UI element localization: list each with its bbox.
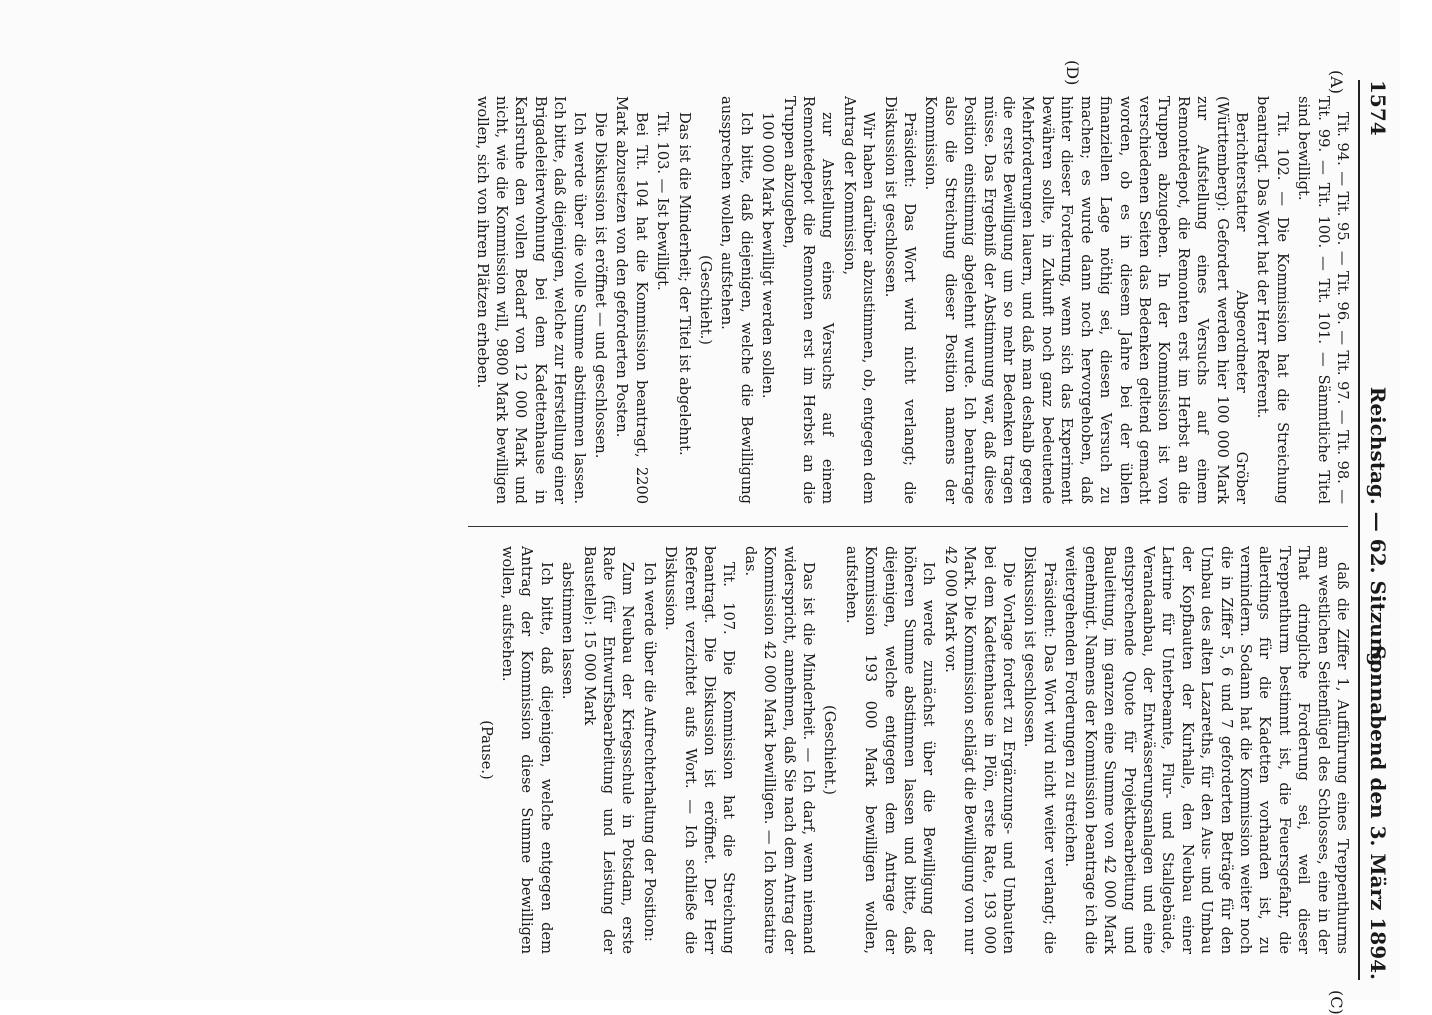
- page-number: 1574: [1366, 80, 1390, 136]
- paragraph: 100 000 Mark bewilligt werden sollen.: [759, 112, 777, 399]
- session-title: Reichstag. — 62. Sitzung.: [1366, 386, 1390, 674]
- right-column: [472, 546, 1352, 954]
- paragraph: [472, 546, 474, 954]
- margin-marker-d: (D): [1063, 60, 1082, 86]
- column-divider: [468, 526, 1348, 527]
- paragraph: Präsident: Das Wort wird nicht weiter verlangt; die Diskussion ist geschlossen.: [1021, 546, 1058, 954]
- paragraph: Ich bitte, daß diejenigen, welche entgegen dem Antrag der Kommission diese Summe bewilligen wollen, aufstehen.: [498, 546, 555, 954]
- paragraph: Tit. 103. — Ist bewilligt.: [654, 112, 672, 291]
- paragraph: Ich bitte, daß diejenigen, welche die Bewilligung aussprechen wollen, aufstehen.: [718, 96, 755, 504]
- paragraph: zur Anstellung eines Versuchs auf einem Remontedepot die Remonten erst im Herbst an die Truppen abzugeben,: [780, 96, 837, 504]
- paragraph: (Geschieht.): [821, 705, 839, 795]
- paragraph: abstimmen lassen.: [559, 562, 577, 700]
- paragraph: daß die Ziffer 1, Aufführung eines Treppenthurms am westlichen Seitenflügel des Schlosses, eine in der That dringliche Forderung sei, weil dieser Treppenthurm bestimmt ist, die Feuersgefahr, die allerdings für die Kadetten vorhanden ist, zu vermindern. Sodann hat die Kommission weiter noch die in Ziffer 5, 6 und 7 geforderten Beträge für den Umbau des alten Lazareths, für den Aus- und Umbau der Kopfbauten der Kurhalle, den Neubau einer Latrine für Unterbeamte, Flur- und Stallgebäude, Verandaanbau, der Entwässerungsanlagen und eine entsprechende Quote für Projektbearbeitung und Bauleitung, im ganzen eine Summe von 42 000 Mark genehmigt. Namens der Kommission beantrage ich die weitergehenden Forderungen zu streichen.: [1062, 546, 1351, 954]
- paragraph: Tit. 94. — Tit. 95. — Tit. 96. — Tit. 97. — Tit. 98. — Tit. 99. — Tit. 100. — Tit. 101. — Sämmtliche Titel sind bewilligt.: [1295, 96, 1351, 504]
- paragraph: Bei Tit. 104 hat die Kommission beantragt, 2200 Mark abzusetzen von den geforderten Posten.: [613, 96, 650, 504]
- margin-marker-c: (C): [1327, 990, 1346, 1015]
- paragraph: Tit. 102. — Die Kommission hat die Streichung beantragt. Das Wort hat der Herr Referent.: [1254, 96, 1291, 504]
- paragraph: Berichterstatter Abgeordneter Gröber (Württemberg): Gefordert werden hier 100 000 Mark zur Aufstellung eines Versuchs auf einem Remontedepot, die Remonten erst im Herbst an die Truppen abzugeben. In der Kommission ist von verschiedenen Seiten das Bedenken geltend gemacht worden, ob es in diesem Jahre bei der üblen finanziellen Lage nöthig sei, diesen Versuch zu machen; es wurde dann noch hervorgehoben, daß hinter dieser Forderung, wenn sich das Experiment bewähren sollte, in Zukunft noch ganz bedeutende Mehrforderungen lauern, und daß man deshalb gegen die erste Bewilligung um so mehr Bedenken tragen müsse. Das Ergebniß der Abstimmung war, daß diese Position einstimmig abgelehnt wurde. Ich beantrage also die Streichung dieser Position namens der Kommission.: [922, 96, 1250, 504]
- paragraph: Die Diskussion ist eröffnet — und geschlossen.: [591, 112, 609, 459]
- paragraph: Ich werde über die Aufrechterhaltung der Position:: [640, 562, 658, 942]
- paragraph: Ich werde über die volle Summe abstimmen lassen. Ich bitte, daß diejenigen, welche zur Herstellung einer Brigadeleiterwohnung bei dem Kadettenhause in Karlsruhe den vollen Bedarf von 12 000 Mark und nicht, wie die Kommission will, 9800 Mark bewilligen wollen, sich von ihren Plätzen erheben.: [473, 96, 588, 504]
- paragraph: Ich werde zunächst über die Bewilligung der höheren Summe abstimmen lassen und bitte, daß diejenigen, welche entgegen dem Antrage der Kommission 193 000 Mark bewilligen wollen, aufstehen.: [842, 546, 938, 954]
- paragraph: Wir haben darüber abzustimmen, ob, entgegen dem Antrag der Kommission,: [840, 96, 878, 504]
- paragraph: (Geschieht.): [697, 255, 714, 345]
- paragraph: Die Vorlage fordert zu Ergänzungs- und Umbauten bei dem Kadettenhause in Plön, erste Rate, 193 000 Mark. Die Kommission schlägt die Bewilligung von nur 42 000 Mark vor.: [941, 546, 1018, 954]
- left-column: [472, 96, 1352, 504]
- paragraph: Tit. 107. Die Kommission hat die Streichung beantragt. Die Diskussion ist eröffnet. Der Herr Referent verzichtet aufs Wort. — Ich schließe die Diskussion.: [662, 546, 738, 954]
- paragraph: Zum Neubau der Kriegsschule in Potsdam, erste Rate (für Entwurfsbearbeitung und Leistung der Baustelle): 15 000 Mark: [580, 546, 637, 954]
- paragraph: Präsident: Das Wort wird nicht verlangt; die Diskussion ist geschlossen.: [881, 96, 919, 504]
- paragraph: Das ist die Minderheit. — Ich darf, wenn niemand widerspricht, annehmen, daß Sie nach dem Antrag der Kommission 42 000 Mark bewilligen. — Ich konstatire das.: [741, 546, 818, 954]
- paragraph: Das ist die Minderheit; der Titel ist abgelehnt.: [675, 112, 693, 456]
- session-date: Sonnabend den 3. März 1894.: [1366, 645, 1390, 980]
- paragraph: (Pause.): [477, 720, 495, 780]
- margin-marker-a: (A): [1327, 70, 1346, 95]
- page-header: [1358, 80, 1394, 980]
